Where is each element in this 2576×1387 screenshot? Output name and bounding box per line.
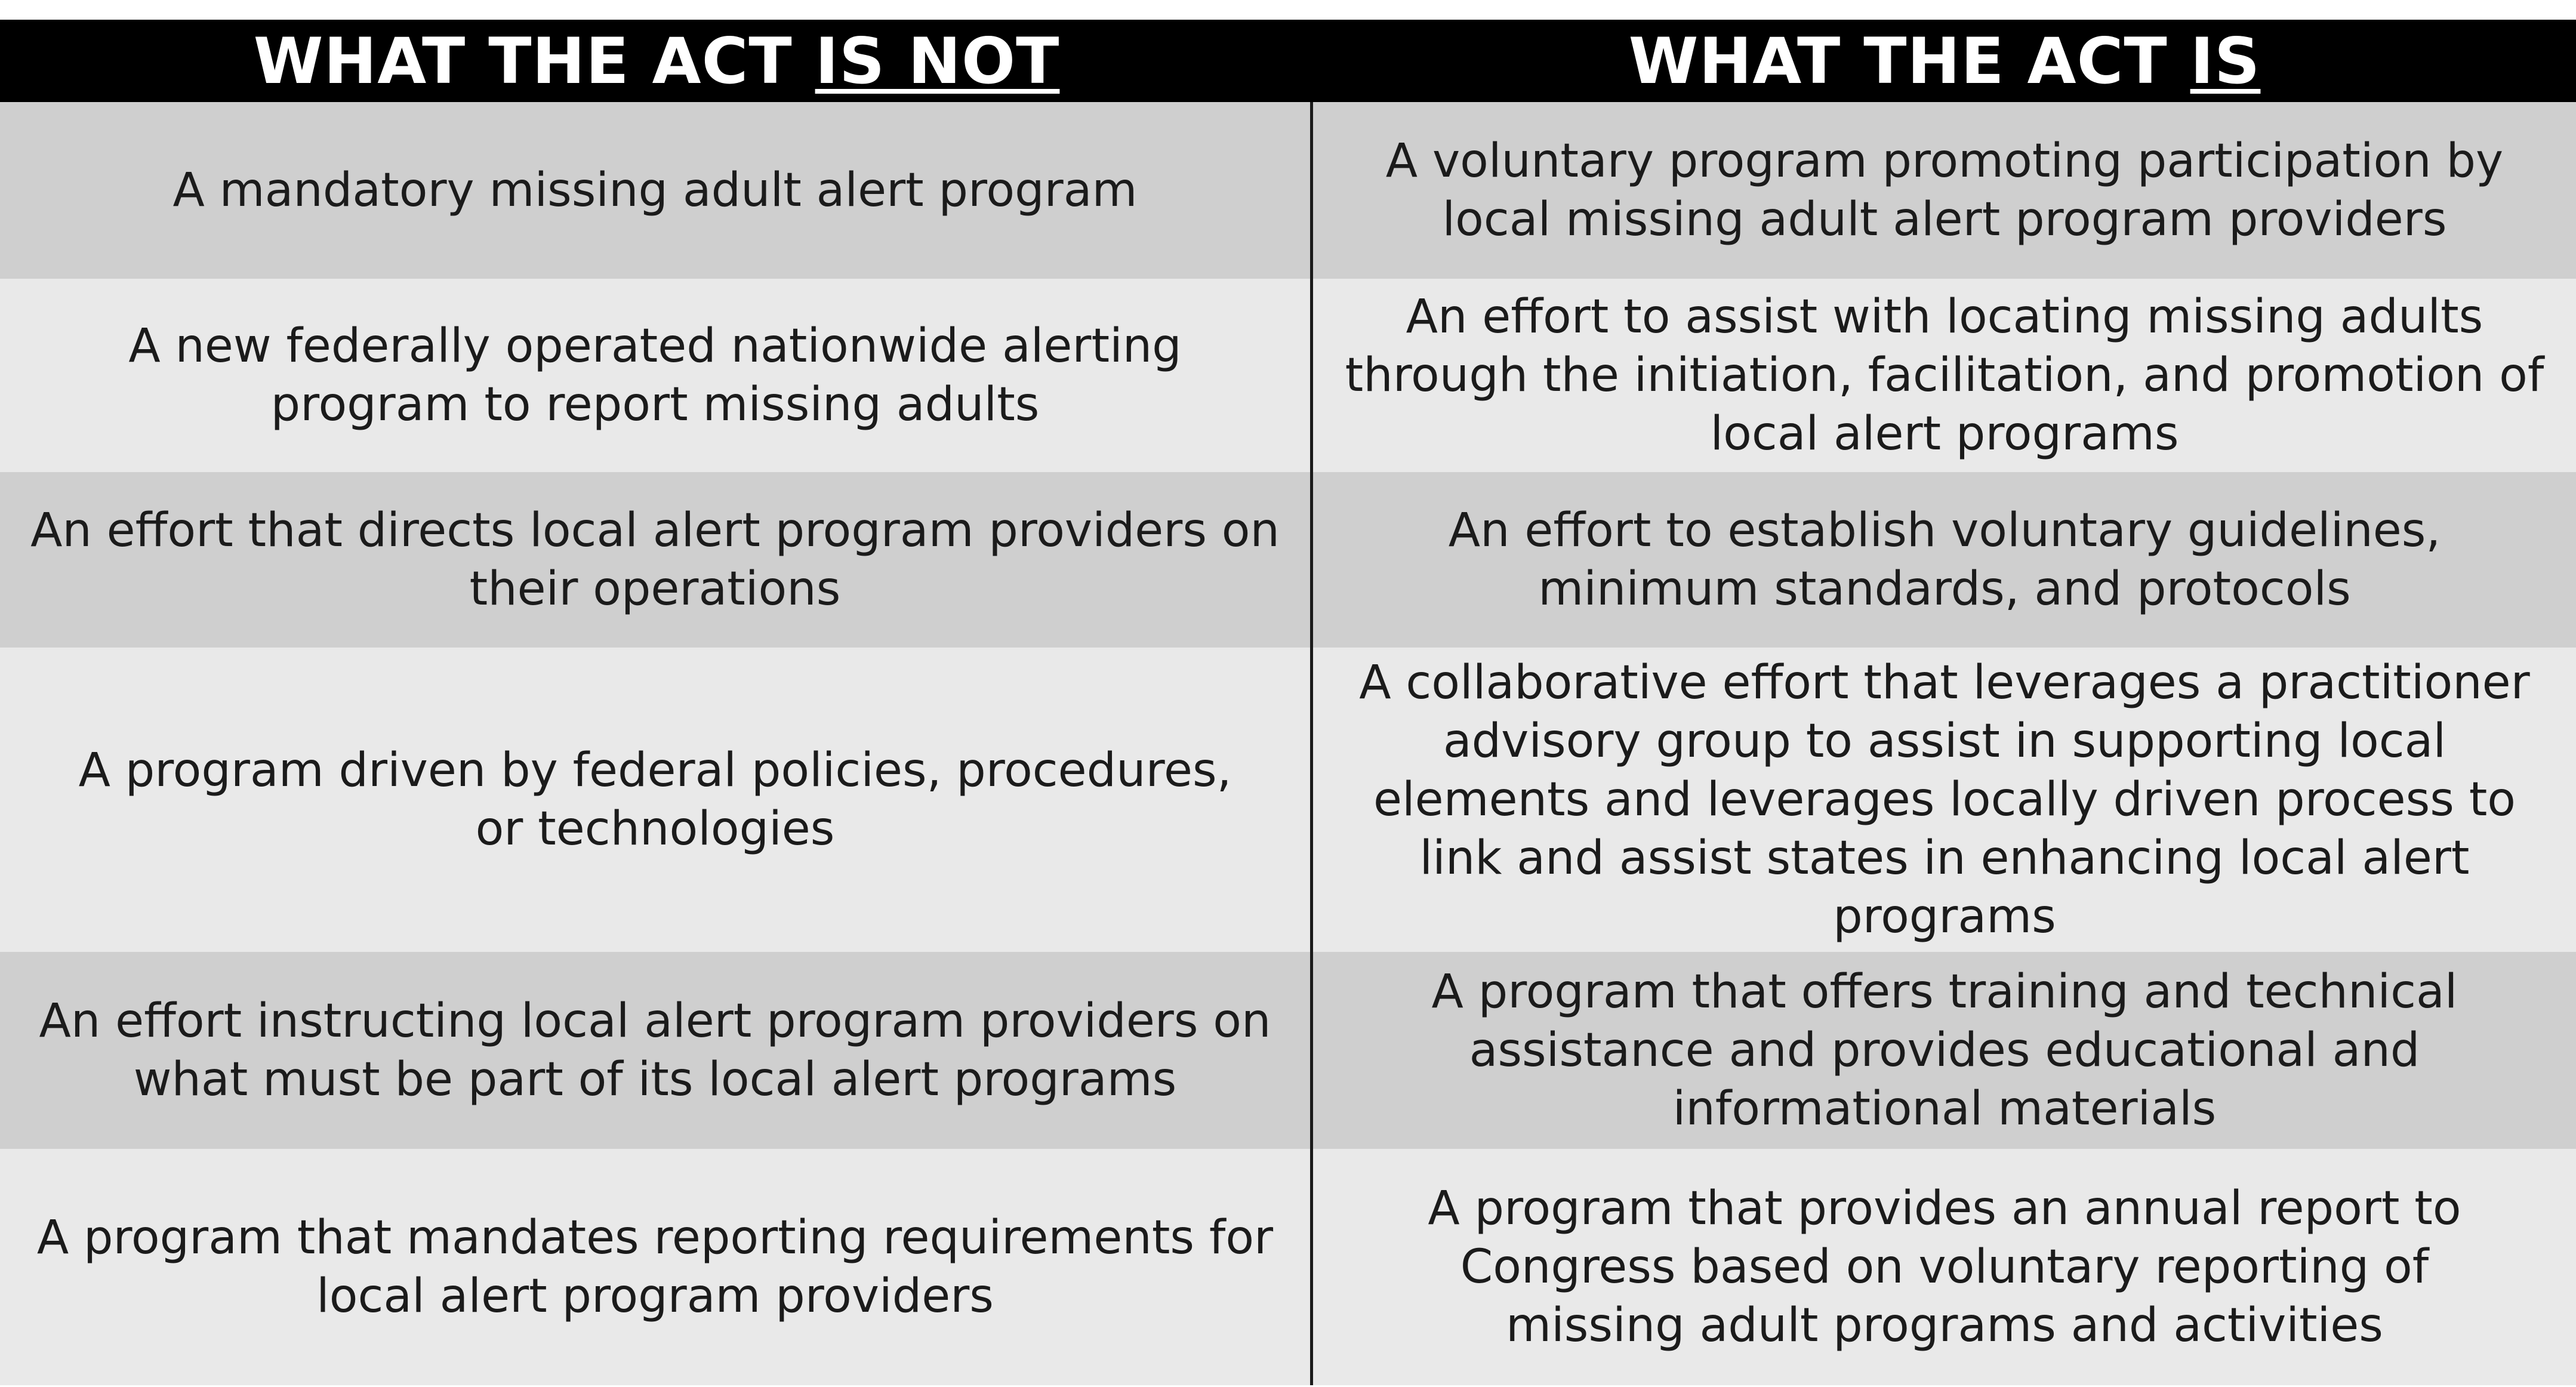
comparison-table [0, 20, 2576, 1387]
row-5-is: A program that offers training and technical assistance and provides educational and informational materials [1313, 952, 2576, 1149]
header-left-prefix: WHAT THE ACT [253, 24, 815, 98]
row-6-is-not: A program that mandates reporting requirements for local alert program providers [0, 1149, 1313, 1385]
row-4-is-not: A program driven by federal policies, procedures, or technologies [0, 648, 1313, 952]
row-6-is: A program that provides an annual report to Congress based on voluntary reporting of missing adult programs and activities [1313, 1149, 2576, 1385]
row-1-is: A voluntary program promoting participation by local missing adult alert program providers [1313, 102, 2576, 279]
row-5-is-not: An effort instructing local alert program providers on what must be part of its local alert programs [0, 952, 1313, 1149]
header-what-act-is-not [0, 20, 1313, 102]
header-left-emphasis: IS NOT [815, 24, 1060, 98]
header-right-prefix: WHAT THE ACT [1628, 24, 2190, 98]
row-1-is-not: A mandatory missing adult alert program [0, 102, 1313, 279]
header-what-act-is [1313, 20, 2576, 102]
row-2-is-not: A new federally operated nationwide alerting program to report missing adults [0, 279, 1313, 472]
row-4-is: A collaborative effort that leverages a practitioner advisory group to assist in supporting local elements and leverages locally driven process to link and assist states in enhancing local alert programs [1313, 648, 2576, 952]
header-right-emphasis: IS [2190, 24, 2261, 98]
row-2-is: An effort to assist with locating missing adults through the initiation, facilitation, and promotion of local alert programs [1313, 279, 2576, 472]
row-3-is: An effort to establish voluntary guidelines, minimum standards, and protocols [1313, 472, 2576, 648]
row-3-is-not: An effort that directs local alert program providers on their operations [0, 472, 1313, 648]
